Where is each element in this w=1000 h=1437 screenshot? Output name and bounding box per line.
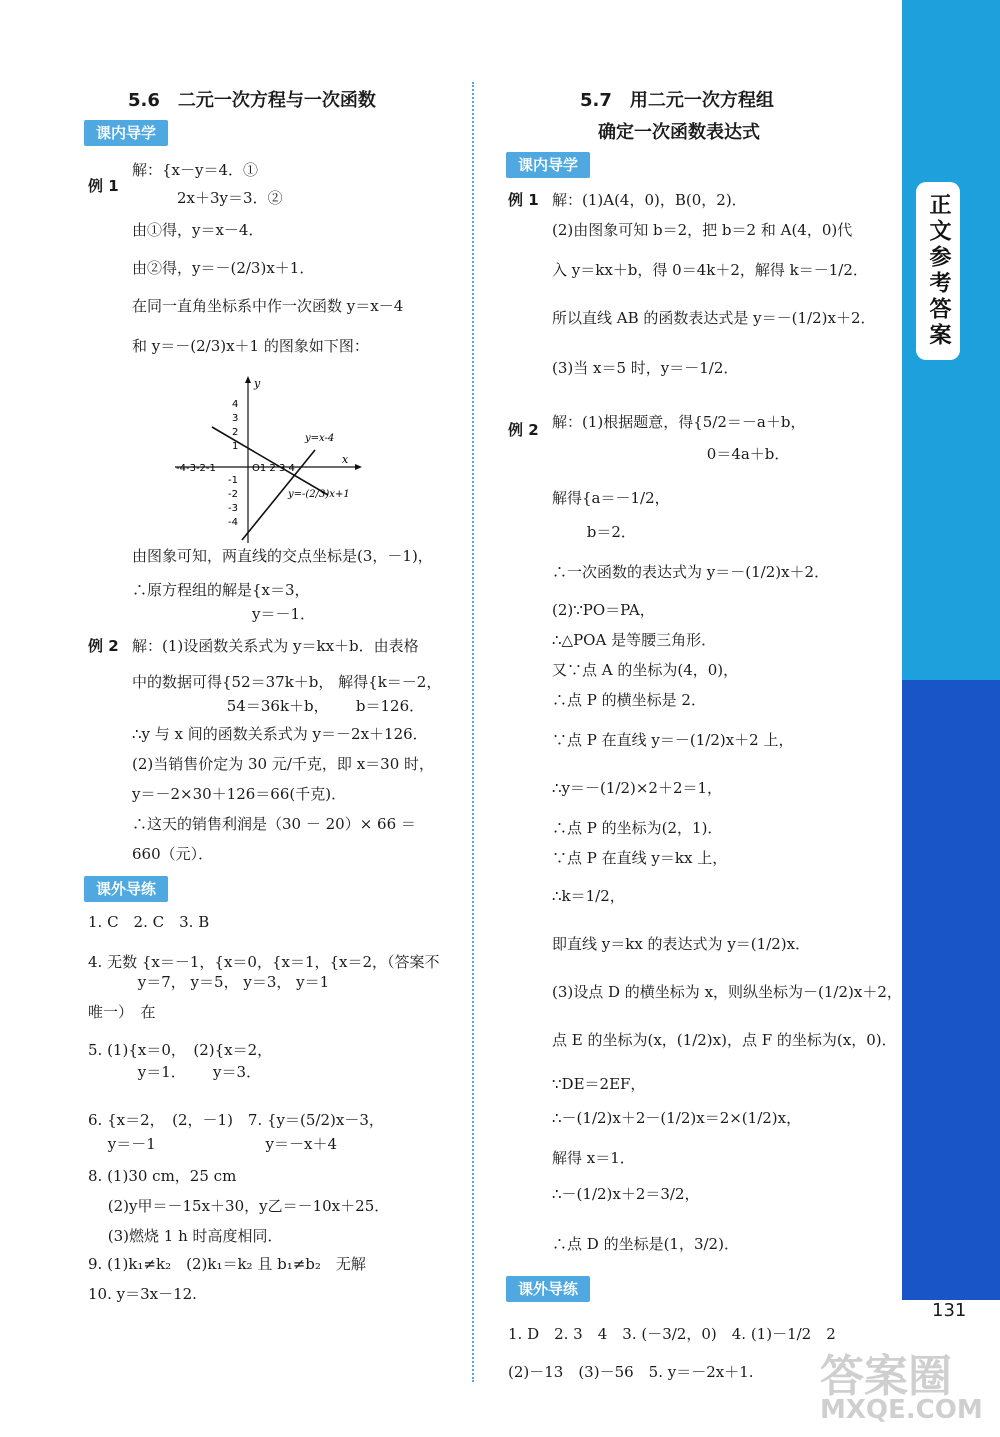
svg-text:4: 4 bbox=[232, 399, 239, 410]
sidebar-section-label: 正文参考答案 bbox=[916, 182, 960, 360]
svg-text:-4-3-2-1: -4-3-2-1 bbox=[176, 463, 216, 474]
svg-text:2: 2 bbox=[232, 427, 239, 438]
right-section-subtitle: 确定一次函数表达式 bbox=[598, 122, 760, 143]
right-ex2-line: ∵点 P 在直线 y＝－(1/2)x＋2 上， bbox=[552, 731, 794, 749]
right-tag-in-class: 课内导学 bbox=[506, 152, 590, 178]
svg-text:-4: -4 bbox=[228, 517, 238, 528]
left-answer-line: 9. (1)k₁≠k₂ (2)k₁＝k₂ 且 b₁≠b₂ 无解 bbox=[88, 1255, 366, 1273]
right-ex2-line: ∴点 P 的坐标为(2，1)． bbox=[552, 819, 723, 837]
sidebar-band-light bbox=[902, 80, 1000, 680]
sidebar-band-dark bbox=[902, 680, 1000, 1300]
left-tag-in-class: 课内导学 bbox=[84, 120, 168, 146]
right-answer-line: (2)－13 (3)－56 5. y＝－2x＋1. bbox=[508, 1363, 754, 1381]
watermark-url: MXQE.COM bbox=[820, 1395, 983, 1425]
left-ex2-line: ∴y 与 x 间的函数关系式为 y＝－2x＋126． bbox=[132, 725, 428, 743]
left-ex2-line: 660（元）． bbox=[132, 845, 214, 863]
left-ex1-line: 在同一直角坐标系中作一次函数 y＝x－4 bbox=[132, 297, 404, 315]
right-ex2-line: 解：(1)根据题意，得{5/2＝－a＋b， bbox=[552, 413, 806, 431]
right-ex2-line: 0＝4a＋b． bbox=[552, 445, 790, 463]
function-graph bbox=[170, 375, 370, 545]
left-ex2-line: y＝－2×30＋126＝66(千克)． bbox=[132, 785, 347, 803]
left-answer-line: (3)燃烧 1 h 时高度相同． bbox=[88, 1227, 283, 1245]
left-answer-line: 4. 无数 {x＝－1，{x＝0，{x＝1，{x＝2，（答案不 bbox=[88, 953, 440, 971]
left-answer-line: (2)y甲＝－15x＋30，y乙＝－10x＋25． bbox=[88, 1197, 390, 1215]
left-ex1-line: 由图象可知，两直线的交点坐标是(3，－1)， bbox=[132, 547, 433, 565]
left-section-title: 5.6 二元一次方程与一次函数 bbox=[128, 90, 376, 111]
left-ex1-line: 由②得，y＝－(2/3)x＋1． bbox=[132, 259, 315, 277]
right-section-title: 5.7 用二元一次方程组 bbox=[580, 90, 774, 111]
left-ex2-line: ∴这天的销售利润是（30 － 20）× 66 ＝ bbox=[132, 815, 416, 833]
right-ex2-line: b＝2． bbox=[552, 523, 636, 541]
left-tag-after-class: 课外导练 bbox=[84, 876, 168, 902]
left-ex1-line: 2x＋3y＝3．② bbox=[132, 189, 283, 207]
right-ex2-line: ∴△POA 是等腰三角形． bbox=[552, 631, 717, 649]
left-answer-line: 6. {x＝2， (2，－1) 7. {y＝(5/2)x－3， bbox=[88, 1111, 384, 1129]
left-ex2-label: 例 2 bbox=[88, 637, 119, 655]
left-ex1-line: 和 y＝－(2/3)x＋1 的图象如下图： bbox=[132, 337, 369, 355]
left-answer-line: 10. y＝3x－12. bbox=[88, 1285, 197, 1303]
right-ex2-line: ∵点 P 在直线 y＝kx 上， bbox=[552, 849, 728, 867]
right-ex2-line: ∴k＝1/2， bbox=[552, 887, 625, 905]
left-answer-line: y＝1． y＝3． bbox=[88, 1063, 262, 1081]
right-ex2-line: (2)∵PO＝PA， bbox=[552, 601, 655, 619]
sidebar-band bbox=[902, 0, 1000, 80]
svg-text:1: 1 bbox=[232, 441, 239, 452]
svg-text:y: y bbox=[254, 377, 261, 390]
left-ex2-line: (2)当销售价定为 30 元/千克，即 x＝30 时， bbox=[132, 755, 435, 773]
right-ex1-label: 例 1 bbox=[508, 191, 539, 209]
left-ex1-line: 解：{x－y＝4．① bbox=[132, 161, 259, 179]
watermark-logo: 答案圈 bbox=[820, 1351, 952, 1402]
left-ex1-label: 例 1 bbox=[88, 177, 119, 195]
right-tag-after-class: 课外导练 bbox=[506, 1276, 590, 1302]
right-ex2-line: 点 E 的坐标为(x，(1/2)x)，点 F 的坐标为(x，0)． bbox=[552, 1031, 897, 1049]
right-ex2-line: 解得{a＝－1/2， bbox=[552, 489, 670, 507]
right-ex1-line: 解：(1)A(4，0)，B(0，2)． bbox=[552, 191, 747, 209]
right-ex2-line: ∴－(1/2)x＋2－(1/2)x＝2×(1/2)x， bbox=[552, 1109, 802, 1127]
page-number: 131 bbox=[932, 1300, 967, 1321]
right-ex1-line: 所以直线 AB 的函数表达式是 y＝－(1/2)x＋2． bbox=[552, 309, 876, 327]
right-ex1-line: (3)当 x＝5 时，y＝－1/2． bbox=[552, 359, 739, 377]
left-answer-line: 1. C 2. C 3. B bbox=[88, 913, 210, 931]
left-ex2-line: 54＝36k＋b， b＝126． bbox=[132, 697, 425, 715]
right-ex2-line: 解得 x＝1． bbox=[552, 1149, 635, 1167]
right-ex2-line: 又∵点 A 的坐标为(4，0)， bbox=[552, 661, 739, 679]
right-ex2-line: ∴点 D 的坐标是(1，3/2)． bbox=[552, 1235, 739, 1253]
left-ex1-line: y＝－1． bbox=[132, 605, 316, 623]
graph-label-line1: y=x-4 bbox=[305, 433, 335, 444]
left-answer-line: 唯一） 在 bbox=[88, 1003, 156, 1021]
left-ex2-line: 解：(1)设函数关系式为 y＝kx＋b．由表格 bbox=[132, 637, 419, 655]
svg-text:O1 2 3 4: O1 2 3 4 bbox=[252, 463, 295, 474]
left-ex1-line: ∴原方程组的解是{x＝3， bbox=[132, 581, 310, 599]
right-answer-line: 1. D 2. 3 4 3. (－3/2，0) 4. (1)－1/2 2 bbox=[508, 1325, 836, 1343]
left-ex2-line: 中的数据可得{52＝37k＋b， 解得{k＝－2， bbox=[132, 673, 442, 691]
left-answer-line: 5. (1){x＝0， (2){x＝2， bbox=[88, 1041, 273, 1059]
right-ex1-line: 入 y＝kx＋b，得 0＝4k＋2，解得 k＝－1/2． bbox=[552, 261, 868, 279]
left-answer-line: 8. (1)30 cm，25 cm bbox=[88, 1167, 237, 1185]
left-answer-line: y＝－1 y＝－x＋4 bbox=[88, 1135, 338, 1153]
svg-text:3: 3 bbox=[232, 413, 239, 424]
column-divider bbox=[472, 82, 474, 1382]
svg-text:x: x bbox=[342, 453, 349, 466]
svg-text:-2: -2 bbox=[228, 489, 238, 500]
right-ex2-line: ∴y＝－(1/2)×2＋2＝1， bbox=[552, 779, 723, 797]
right-ex2-label: 例 2 bbox=[508, 421, 539, 439]
right-ex2-line: ∵DE＝2EF， bbox=[552, 1075, 646, 1093]
graph-label-line2: y=-(2/3)x+1 bbox=[288, 489, 350, 500]
right-ex2-line: ∴点 P 的横坐标是 2． bbox=[552, 691, 706, 709]
right-ex1-line: (2)由图象可知 b＝2，把 b＝2 和 A(4，0)代 bbox=[552, 221, 853, 239]
right-ex2-line: (3)设点 D 的横坐标为 x，则纵坐标为－(1/2)x＋2， bbox=[552, 983, 902, 1001]
svg-text:-1: -1 bbox=[228, 475, 238, 486]
right-ex2-line: ∴一次函数的表达式为 y＝－(1/2)x＋2． bbox=[552, 563, 830, 581]
left-answer-line: y＝7， y＝5， y＝3， y＝1 bbox=[88, 973, 330, 991]
svg-text:-3: -3 bbox=[228, 503, 238, 514]
left-ex1-line: 由①得，y＝x－4． bbox=[132, 221, 264, 239]
right-ex2-line: ∴－(1/2)x＋2＝3/2， bbox=[552, 1185, 700, 1203]
right-ex2-line: 即直线 y＝kx 的表达式为 y＝(1/2)x． bbox=[552, 935, 811, 953]
